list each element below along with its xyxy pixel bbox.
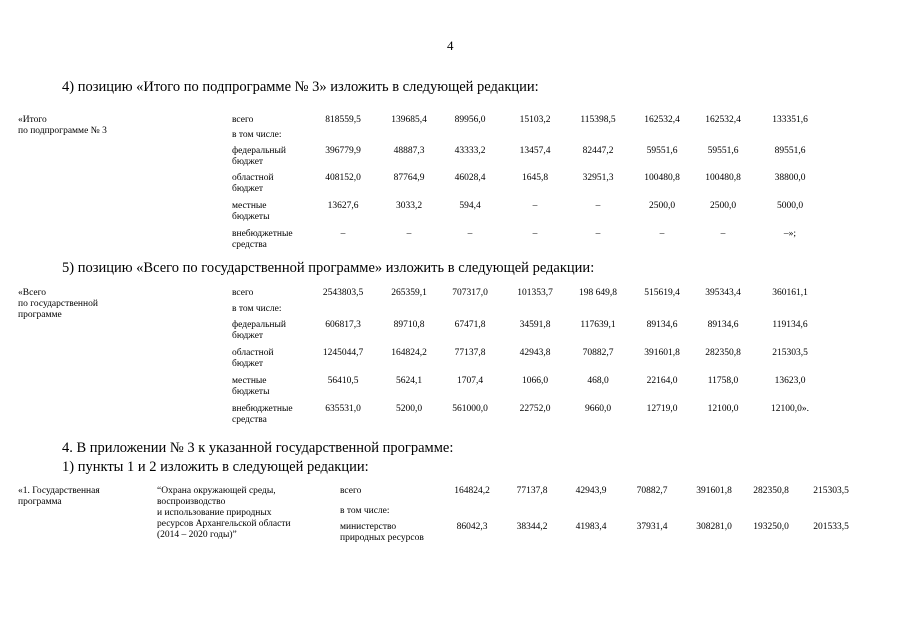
table-cell-value: – (720, 229, 726, 239)
table-cell-value: – (595, 201, 601, 211)
row-label: в том числе: (232, 130, 282, 140)
row-label: областной бюджет (232, 173, 274, 194)
program-name: «1. Государственная программа (18, 486, 100, 507)
table-cell-value: 89956,0 (454, 115, 486, 125)
table-cell-value: 48887,3 (393, 146, 425, 156)
table-cell-value: 77137,8 (454, 348, 486, 358)
table-cell-value: 22164,0 (646, 376, 678, 386)
table-cell-value: 1707,4 (456, 376, 484, 386)
table-cell-value: 395343,4 (705, 288, 741, 298)
row-label: местные бюджеты (232, 201, 270, 222)
row-label: внебюджетные средства (232, 404, 293, 425)
heading-item-5: 5) позицию «Всего по государственной программе» изложить в следующей редакции: (62, 260, 595, 276)
table-cell-value: 15103,2 (519, 115, 551, 125)
table-cell-value: 1245044,7 (322, 348, 364, 358)
table-cell-value: 133351,6 (772, 115, 808, 125)
table-cell-value: 89551,6 (774, 146, 806, 156)
table-cell-value: 2500,0 (648, 201, 676, 211)
row-label: всего (340, 486, 362, 496)
table-cell-value: 282350,8 (753, 486, 789, 496)
heading-section-4: 4. В приложении № 3 к указанной государственной программе: (62, 440, 454, 456)
program-title: “Охрана окружающей среды, воспроизводство и использование природных ресурсов Архангельской области (2014 – 2020 годы)” (157, 486, 291, 540)
table-cell-value: 162532,4 (705, 115, 741, 125)
table-cell-value: 635531,0 (325, 404, 361, 414)
table-cell-value: 70882,7 (636, 486, 668, 496)
table-cell-value: –»; (783, 229, 797, 239)
table-cell-value: 11758,0 (707, 376, 739, 386)
table-cell-value: 22752,0 (519, 404, 551, 414)
table-cell-value: 408152,0 (325, 173, 361, 183)
table-cell-value: 396779,9 (325, 146, 361, 156)
table-cell-value: 164824,2 (454, 486, 490, 496)
table-cell-value: 37931,4 (636, 522, 668, 532)
row-label: федеральный бюджет (232, 146, 286, 167)
table-cell-value: 282350,8 (705, 348, 741, 358)
table-cell-value: 1066,0 (521, 376, 549, 386)
table-cell-value: 100480,8 (644, 173, 680, 183)
table-cell-value: 34591,8 (519, 320, 551, 330)
table-cell-value: 89134,6 (646, 320, 678, 330)
table-cell-value: 3033,2 (395, 201, 423, 211)
row-label: федеральный бюджет (232, 320, 286, 341)
table-cell-value: 42943,9 (575, 486, 607, 496)
table-cell-value: 606817,3 (325, 320, 361, 330)
table-title: «Всего по государственной программе (18, 288, 98, 320)
table-cell-value: 5000,0 (776, 201, 804, 211)
heading-subitem-1: 1) пункты 1 и 2 изложить в следующей редакции: (62, 459, 369, 475)
table-title: «Итого по подпрограмме № 3 (18, 115, 107, 136)
table-cell-value: 594,4 (459, 201, 481, 211)
row-label: всего (232, 115, 254, 125)
table-cell-value: 56410,5 (327, 376, 359, 386)
table-cell-value: 43333,2 (454, 146, 486, 156)
table-cell-value: – (340, 229, 346, 239)
table-cell-value: 38344,2 (516, 522, 548, 532)
table-cell-value: – (467, 229, 473, 239)
table-cell-value: 89710,8 (393, 320, 425, 330)
row-label: внебюджетные средства (232, 229, 293, 250)
table-cell-value: 1645,8 (521, 173, 549, 183)
table-cell-value: 201533,5 (813, 522, 849, 532)
table-cell-value: 12100,0». (771, 404, 809, 414)
table-cell-value: 82447,2 (582, 146, 614, 156)
table-cell-value: 117639,1 (580, 320, 616, 330)
table-cell-value: 38800,0 (774, 173, 806, 183)
table-cell-value: 86042,3 (456, 522, 488, 532)
table-cell-value: 77137,8 (516, 486, 548, 496)
table-cell-value: 41983,4 (575, 522, 607, 532)
table-cell-value: 67471,8 (454, 320, 486, 330)
table-cell-value: 12100,0 (707, 404, 739, 414)
table-cell-value: 139685,4 (391, 115, 427, 125)
heading-item-4: 4) позицию «Итого по подпрограмме № 3» изложить в следующей редакции: (62, 79, 539, 95)
table-cell-value: – (532, 201, 538, 211)
table-cell-value: 391601,8 (696, 486, 732, 496)
table-cell-value: 100480,8 (705, 173, 741, 183)
table-cell-value: – (532, 229, 538, 239)
table-cell-value: 515619,4 (644, 288, 680, 298)
table-cell-value: 89134,6 (707, 320, 739, 330)
table-cell-value: 308281,0 (696, 522, 732, 532)
table-cell-value: 193250,0 (753, 522, 789, 532)
row-label: в том числе: (232, 304, 282, 314)
table-cell-value: 101353,7 (517, 288, 553, 298)
table-cell-value: 164824,2 (391, 348, 427, 358)
table-cell-value: 13457,4 (519, 146, 551, 156)
table-cell-value: 9660,0 (584, 404, 612, 414)
row-label: областной бюджет (232, 348, 274, 369)
table-cell-value: 32951,3 (582, 173, 614, 183)
table-cell-value: 42943,8 (519, 348, 551, 358)
table-cell-value: 391601,8 (644, 348, 680, 358)
table-cell-value: 215303,5 (813, 486, 849, 496)
table-cell-value: 70882,7 (582, 348, 614, 358)
table-cell-value: 198 649,8 (579, 288, 617, 298)
page-number: 4 (447, 38, 454, 53)
table-cell-value: 2543803,5 (322, 288, 364, 298)
table-cell-value: 119134,6 (772, 320, 808, 330)
table-cell-value: 818559,5 (325, 115, 361, 125)
table-cell-value: 13623,0 (774, 376, 806, 386)
table-cell-value: 59551,6 (646, 146, 678, 156)
row-label: всего (232, 288, 254, 298)
table-cell-value: 265359,1 (391, 288, 427, 298)
table-cell-value: – (595, 229, 601, 239)
table-cell-value: 12719,0 (646, 404, 678, 414)
table-cell-value: 5200,0 (395, 404, 423, 414)
row-label: министерство природных ресурсов (340, 522, 424, 543)
table-cell-value: 707317,0 (452, 288, 488, 298)
table-cell-value: 87764,9 (393, 173, 425, 183)
table-cell-value: 468,0 (587, 376, 609, 386)
row-label: в том числе: (340, 506, 390, 516)
table-cell-value: 115398,5 (580, 115, 616, 125)
table-cell-value: 46028,4 (454, 173, 486, 183)
table-cell-value: 215303,5 (772, 348, 808, 358)
table-cell-value: 561000,0 (452, 404, 488, 414)
row-label: местные бюджеты (232, 376, 270, 397)
table-cell-value: – (659, 229, 665, 239)
table-cell-value: – (406, 229, 412, 239)
table-cell-value: 2500,0 (709, 201, 737, 211)
table-cell-value: 162532,4 (644, 115, 680, 125)
table-cell-value: 59551,6 (707, 146, 739, 156)
table-cell-value: 5624,1 (395, 376, 423, 386)
table-cell-value: 13627,6 (327, 201, 359, 211)
table-cell-value: 360161,1 (772, 288, 808, 298)
